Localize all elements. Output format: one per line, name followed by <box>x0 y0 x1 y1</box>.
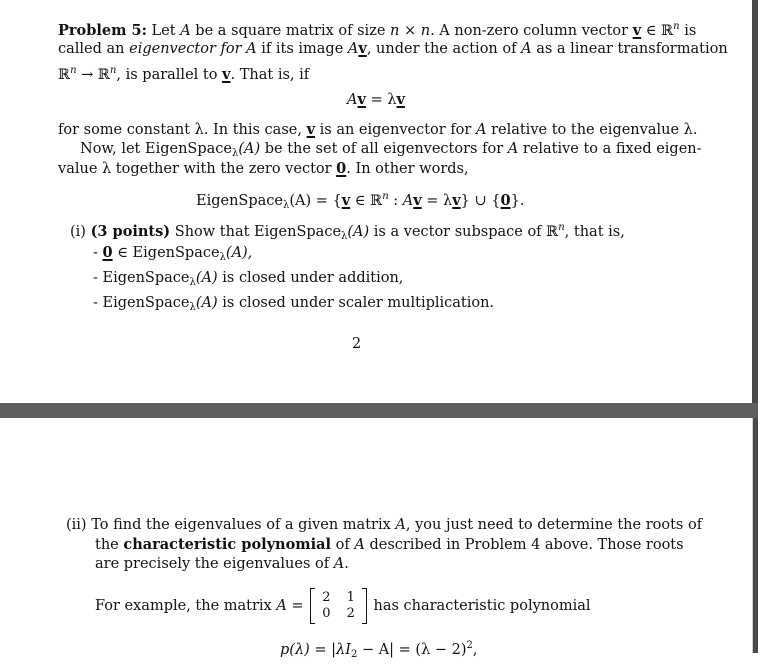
term-characteristic-polynomial: characteristic polynomial <box>123 536 332 553</box>
points-label: (3 points) <box>90 223 171 240</box>
text: of <box>335 537 350 553</box>
vector-v: v <box>396 91 405 108</box>
equation-eigenspace-definition <box>196 187 524 216</box>
superscript-n: n <box>673 21 680 32</box>
text: relative to a fixed eigen- <box>522 141 702 157</box>
vector-v: v <box>358 40 367 57</box>
vector-v: v <box>341 192 351 209</box>
math-A: A <box>475 122 487 138</box>
text: For example, the matrix <box>95 598 272 614</box>
page-3-document <box>0 418 753 660</box>
problem-heading: Problem 5: <box>58 22 147 39</box>
superscript-n: n <box>109 65 117 76</box>
bullet-dash: - <box>93 245 98 261</box>
part-ii-line-2 <box>95 535 684 555</box>
math-A: A <box>402 193 414 209</box>
math-A: A <box>507 141 519 157</box>
text: EigenSpace <box>196 193 283 209</box>
comma: , <box>472 642 478 658</box>
part-label: (i) <box>70 224 86 240</box>
math-A: A <box>333 556 345 572</box>
bullet-zero-in-eigenspace <box>93 243 252 268</box>
superscript-2: 2 <box>466 640 473 651</box>
text: has characteristic polynomial <box>373 598 591 614</box>
math-A-paren: (A), <box>225 245 253 261</box>
page-number: 2 <box>352 336 362 352</box>
math-in-Rn: ∈ ℝ <box>645 23 674 39</box>
subscript-2: 2 <box>350 649 358 660</box>
problem-5-line-1 <box>58 17 696 41</box>
text: . A non-zero column vector <box>430 23 629 39</box>
text: value λ together with the zero vector <box>58 161 332 177</box>
text: be a square matrix of size <box>195 23 386 39</box>
superscript-n: n <box>558 222 565 233</box>
text: described in Problem 4 above. Those roots <box>369 537 684 553</box>
math-text: (A) = { <box>289 193 342 209</box>
math-text: − A| = (λ − 2) <box>361 642 467 658</box>
problem-5-line-2 <box>58 39 728 59</box>
vector-v: v <box>413 192 422 209</box>
text: be the set of all eigenvectors for <box>264 141 504 157</box>
math-A: A <box>354 537 365 553</box>
zero-vector: 0 <box>102 244 113 261</box>
superscript-n: n <box>382 191 389 202</box>
math-union: } ∪ { <box>460 193 501 209</box>
math-R: ℝ <box>58 67 71 83</box>
math-text: }. <box>510 193 525 209</box>
math-A-paren: (A) <box>347 224 370 240</box>
zero-vector: 0 <box>336 160 347 177</box>
bullet-closed-under-scaler <box>93 293 494 318</box>
math-equals-lambda: = λ <box>370 92 397 108</box>
matrix-2x2 <box>310 590 367 622</box>
part-ii-line-3 <box>95 554 349 574</box>
subscript-lambda: λ <box>341 231 348 242</box>
text: ∈ EigenSpace <box>117 245 220 261</box>
text: called an <box>58 41 125 57</box>
subscript-lambda: λ <box>189 302 196 313</box>
problem-5-line-3 <box>58 61 309 85</box>
text: , is parallel to <box>116 67 218 83</box>
math-A-paren: (A) <box>195 270 218 286</box>
colon: : <box>393 193 399 209</box>
subscript-lambda: λ <box>231 148 239 159</box>
math-A-equals: A = <box>276 598 304 614</box>
bullet-closed-under-addition <box>93 268 403 293</box>
math-A: A <box>180 23 191 39</box>
superscript-n: n <box>70 65 77 76</box>
page-separator <box>0 403 758 418</box>
subscript-lambda: λ <box>219 252 226 263</box>
part-ii-line-1 <box>66 515 702 535</box>
text: are precisely the eigenvalues of <box>95 556 330 572</box>
subscript-lambda: λ <box>283 200 290 211</box>
text: , that is, <box>564 224 625 240</box>
text: for some constant λ. In this case, <box>58 122 302 138</box>
math-A: A <box>347 92 358 108</box>
math-A-paren: (A) <box>195 295 218 311</box>
text: . <box>344 556 349 572</box>
text: as a linear transformation <box>536 41 728 57</box>
equation-Av-equals-lambda-v <box>0 90 752 110</box>
vector-v: v <box>357 91 366 108</box>
matrix-row-1: 2 1 <box>322 590 361 605</box>
math-A: A <box>521 41 532 57</box>
text: . That is, if <box>230 67 310 83</box>
math-A: A <box>395 517 406 533</box>
math-n-by-n: n × n <box>390 23 431 39</box>
text: - EigenSpace <box>93 270 190 286</box>
problem-5-line-6 <box>58 159 469 179</box>
zero-vector: 0 <box>500 192 511 209</box>
math-p-lambda: p(λ) = |λI <box>280 642 351 658</box>
text: is <box>684 23 697 39</box>
text: is a vector subspace of ℝ <box>373 224 559 240</box>
problem-5-line-4 <box>58 120 697 140</box>
text: Show that EigenSpace <box>174 224 342 240</box>
scrollbar-track[interactable] <box>752 0 758 403</box>
text: Now, let EigenSpace <box>80 141 232 157</box>
vector-v: v <box>306 121 316 138</box>
math-arrow-R: → ℝ <box>81 67 110 83</box>
text: . In other words, <box>346 161 469 177</box>
part-label: (ii) <box>66 517 87 533</box>
math-A-paren: (A) <box>238 141 261 157</box>
math-A: A <box>347 41 359 57</box>
text: is closed under scaler multiplication. <box>222 295 495 311</box>
text: relative to the eigenvalue λ. <box>491 122 698 138</box>
vector-v: v <box>452 192 461 209</box>
subscript-lambda: λ <box>189 277 196 288</box>
text: , under the action of <box>366 41 517 57</box>
text: - EigenSpace <box>93 295 190 311</box>
text: To find the eigenvalues of a given matrix <box>91 517 391 533</box>
text: Let <box>151 23 176 39</box>
term-eigenvector: eigenvector for A <box>129 41 257 57</box>
math-equals-lambda: = λ <box>426 193 453 209</box>
example-matrix-line <box>95 588 591 624</box>
text: is an eigenvector for <box>319 122 472 138</box>
text: the <box>95 537 119 553</box>
text: if its image <box>261 41 344 57</box>
text: , you just need to determine the roots of <box>405 517 703 533</box>
matrix-row-2: 0 2 <box>322 606 361 621</box>
characteristic-polynomial-equation <box>280 636 478 665</box>
math-in-R: ∈ ℝ <box>354 193 383 209</box>
vector-v: v <box>632 22 642 39</box>
text: is closed under addition, <box>222 270 404 286</box>
vector-v: v <box>222 66 231 83</box>
